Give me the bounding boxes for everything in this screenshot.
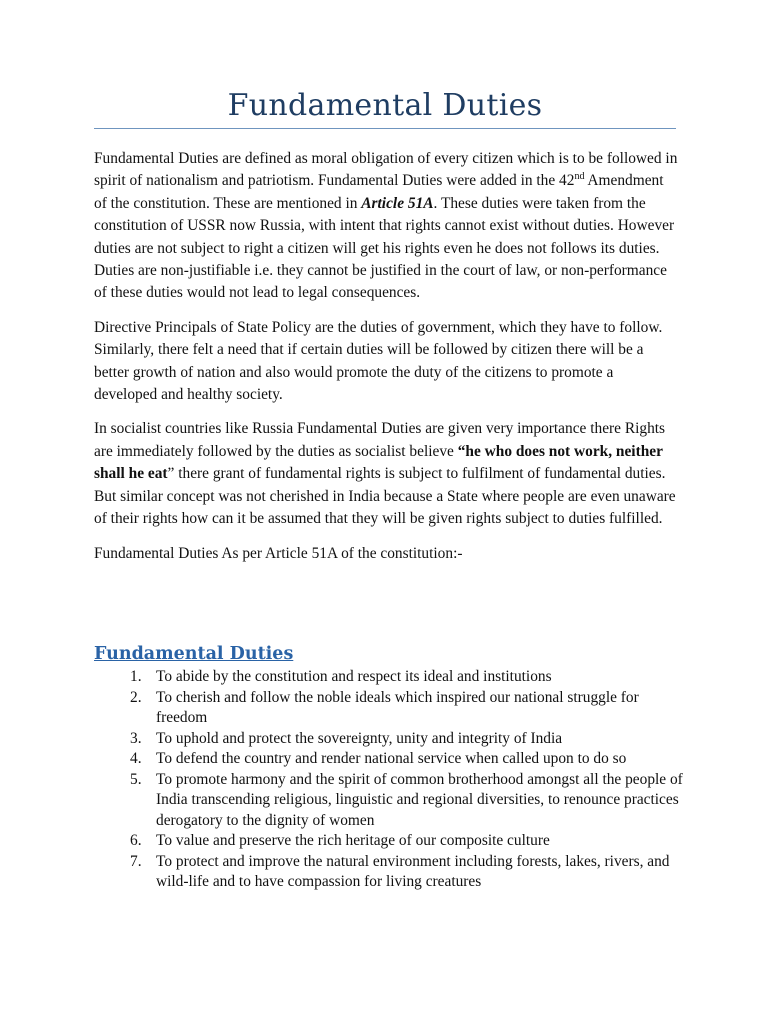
list-item-number: 6. xyxy=(130,832,142,849)
paragraph-socialist-countries xyxy=(94,418,680,530)
paragraph-intro-part3: . These duties were taken from the constitution of USSR now Russia, with intent that rights cannot exist without duties. However duties are not subject to right a citizen will get his rights even he does not follows its duties. Duties are non-justifiable i.e. they cannot be justified in the court of law, or non-performance of these duties would not lead to legal consequences. xyxy=(94,194,675,302)
ordinal-superscript: nd xyxy=(574,171,585,183)
paragraph-socialist-part2: ” there grant of fundamental rights is subject to fulfilment of fundamental duties. But similar concept was not cherished in India because a State where people are even unaware of their rights how can it be assumed that they will be given rights subject to duties fulfilled. xyxy=(94,465,676,528)
list-item-text: To cherish and follow the noble ideals which inspired our national struggle for freedom xyxy=(156,688,639,726)
list-item xyxy=(126,749,686,770)
list-item xyxy=(126,831,686,852)
list-item-number: 2. xyxy=(130,688,142,706)
paragraph-socialist-part1: In socialist countries like Russia Fundamental Duties are given very importance there Rights are immediately followed by the duties as socialist believe xyxy=(94,420,666,460)
page-title: Fundamental Duties xyxy=(227,88,543,123)
title-divider xyxy=(94,128,676,129)
list-item-number: 5. xyxy=(130,770,142,788)
list-item xyxy=(126,770,686,832)
list-item-text: To promote harmony and the spirit of common brotherhood amongst all the people of India transcending religious, linguistic and regional diversities, to renounce practices derogatory to the dignity of women xyxy=(156,770,683,829)
list-item-text: To value and preserve the rich heritage of our composite culture xyxy=(156,832,550,849)
document-body xyxy=(94,148,680,577)
list-item-number: 3. xyxy=(130,729,142,747)
list-item-number: 7. xyxy=(130,852,142,870)
paragraph-directive-principles: Directive Principals of State Policy are the duties of government, which they have to follow. Similarly, there felt a need that if certain duties will be followed by citizen there will be a better growth of nation and also would promote the duty of the citizens to promote a developed and healthy society. xyxy=(94,318,663,404)
duties-list xyxy=(126,667,686,893)
section-heading: Fundamental Duties xyxy=(94,644,294,664)
paragraph-article-intro: Fundamental Duties As per Article 51A of the constitution:- xyxy=(94,544,463,562)
paragraph-intro xyxy=(94,148,680,305)
paragraph-intro-part2: Amendment of the constitution. These are mentioned in xyxy=(94,172,664,212)
list-item-text: To abide by the constitution and respect its ideal and institutions xyxy=(156,668,552,685)
list-item xyxy=(126,688,686,729)
list-item xyxy=(126,667,686,688)
list-item-text: To defend the country and render national service when called upon to do so xyxy=(156,750,627,767)
paragraph-intro-part1: Fundamental Duties are defined as moral obligation of every citizen which is to be followed in spirit of nationalism and patriotism. Fundamental Duties were added in the 42 xyxy=(94,150,678,190)
list-item xyxy=(126,852,686,893)
list-item-number: 1. xyxy=(130,668,142,685)
list-item-number: 4. xyxy=(130,750,142,767)
list-item-text: To protect and improve the natural environment including forests, lakes, rivers, and wild-life and to have compassion for living creatures xyxy=(156,852,670,890)
bold-quote: “he who does not work, neither shall he eat xyxy=(94,442,663,483)
list-item xyxy=(126,729,686,750)
list-item-text: To uphold and protect the sovereignty, unity and integrity of India xyxy=(156,729,563,747)
article-reference: Article 51A xyxy=(361,194,434,212)
